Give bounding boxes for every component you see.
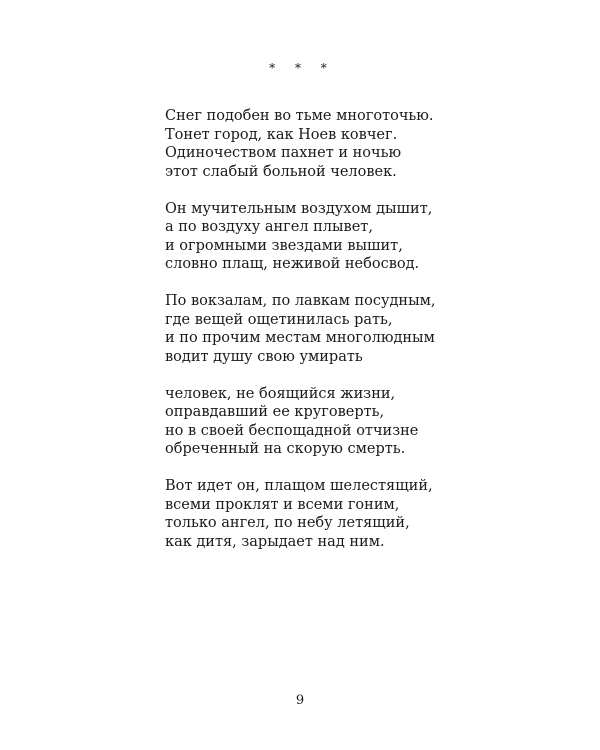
poem-line: Вот идет он, плащом шелестящий, <box>165 478 433 494</box>
poem-line: Тонет город, как Ноев ковчег. <box>165 126 398 143</box>
section-separator: * * * <box>269 61 335 75</box>
poem-line: как дитя, зарыдает над ним. <box>165 533 385 550</box>
poem-line: всеми проклят и всеми гоним, <box>165 496 400 513</box>
poem-line: водит душу свою умирать <box>165 348 363 365</box>
stanza-4 <box>165 385 465 459</box>
poem-line: где вещей ощетинилась рать, <box>165 311 393 328</box>
poem-line: а по воздуху ангел плывет, <box>165 219 373 235</box>
stanza-1 <box>165 107 465 181</box>
poem-line: Он мучительным воздухом дышит, <box>165 200 433 217</box>
stanza-3 <box>165 292 465 366</box>
poem-line: но в своей беспощадной отчизне <box>165 422 419 439</box>
poem-line: обреченный на скорую смерть. <box>165 441 406 457</box>
poem-body <box>165 107 465 570</box>
poem-line: оправдавший ее круговерть, <box>165 404 385 420</box>
poem-line: Снег подобен во тьме многоточью. <box>165 108 434 124</box>
stanza-2 <box>165 200 465 274</box>
poem-line: Одиночеством пахнет и ночью <box>165 145 402 161</box>
poem-line: и по прочим местам многолюдным <box>165 330 435 346</box>
poem-line: По вокзалам, по лавкам посудным, <box>165 293 436 309</box>
poem-line: человек, не боящийся жизни, <box>165 385 396 402</box>
poem-line: словно плащ, неживой небосвод. <box>165 256 420 272</box>
poem-line: и огромными звездами вышит, <box>165 237 403 254</box>
poem-line: этот слабый больной человек. <box>165 163 397 180</box>
page-number: 9 <box>295 693 305 708</box>
poem-line: только ангел, по небу летящий, <box>165 515 410 531</box>
stanza-5 <box>165 477 465 551</box>
